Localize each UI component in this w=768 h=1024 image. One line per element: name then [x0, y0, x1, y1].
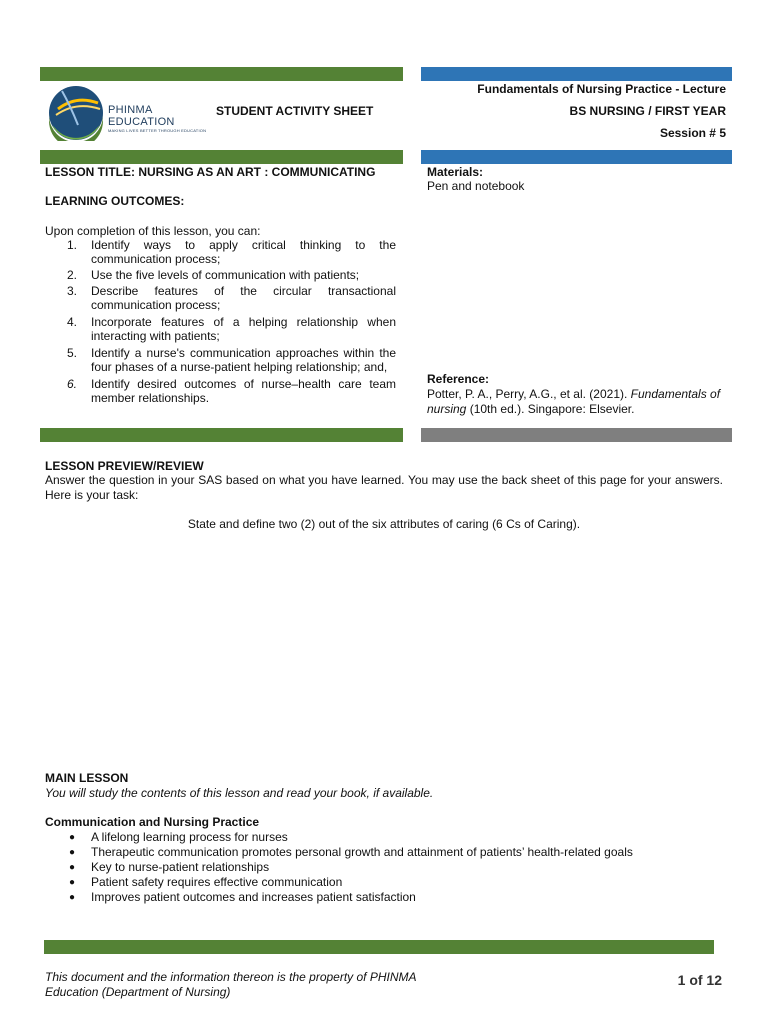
brand-tagline: MAKING LIVES BETTER THROUGH EDUCATION: [108, 128, 207, 133]
main-lesson-heading: MAIN LESSON: [45, 771, 129, 785]
mid-right-blue-bar: [421, 150, 732, 164]
lower-left-green-bar: [40, 428, 403, 442]
bullet-text: Therapeutic communication promotes personal growth and attainment of patients’ health-related goals: [91, 845, 633, 859]
outcomes-list: [45, 238, 396, 407]
sheet-title: STUDENT ACTIVITY SHEET: [216, 104, 374, 118]
mid-left-green-bar: [40, 150, 403, 164]
preview-task: State and define two (2) out of the six attributes of caring (6 Cs of Caring).: [187, 517, 581, 531]
bullet-dot-icon: ●: [69, 832, 76, 843]
bullet-text: Key to nurse-patient relationships: [91, 860, 270, 874]
outcome-text: Incorporate features of a helping relationship when interacting with patients;: [91, 315, 396, 343]
reference-heading: Reference:: [427, 372, 490, 386]
outcome-number: 6.: [67, 377, 78, 391]
main-lesson-subheading: Communication and Nursing Practice: [45, 815, 260, 829]
reference-authors: Potter, P. A., Perry, A.G., et al. (2021).: [427, 387, 628, 401]
outcome-item: [45, 268, 396, 282]
outcome-text: Use the five levels of communication with patients;: [91, 268, 360, 282]
bullet-text: Improves patient outcomes and increases patient satisfaction: [91, 890, 416, 904]
bullet-text: Patient safety requires effective communication: [91, 875, 343, 889]
brand-name: PHINMA EDUCATION: [108, 104, 175, 128]
lower-right-gray-bar: [421, 428, 732, 442]
lesson-title: LESSON TITLE: NURSING AS AN ART : COMMUNICATING: [45, 165, 376, 179]
footer-green-bar: [44, 940, 714, 954]
brand-block: [108, 104, 208, 133]
main-lesson-bullets: [45, 830, 725, 905]
reference-text: [427, 387, 725, 417]
bullet-item: [45, 890, 725, 905]
preview-instructions: Answer the question in your SAS based on what you have learned. You may use the back sheet of this page for your answers. Here is your task:: [45, 473, 723, 502]
program-year: BS NURSING / FIRST YEAR: [569, 104, 726, 118]
outcome-item: [45, 238, 396, 266]
materials-heading: Materials:: [427, 165, 484, 179]
course-title: Fundamentals of Nursing Practice - Lecture: [477, 82, 726, 96]
learning-outcomes-heading: LEARNING OUTCOMES:: [45, 194, 185, 208]
phinma-logo-mark: [48, 85, 104, 141]
outcome-text: Identify ways to apply critical thinking to the communication process;: [91, 238, 396, 266]
top-left-green-bar: [40, 67, 403, 81]
outcome-number: 2.: [67, 268, 78, 282]
outcome-item: [45, 284, 396, 312]
outcome-number: 5.: [67, 346, 78, 360]
bullet-item: [45, 860, 725, 875]
bullet-item: [45, 875, 725, 890]
bullet-dot-icon: ●: [69, 847, 76, 858]
outcome-number: 1.: [67, 238, 78, 252]
outcome-item: [45, 315, 396, 343]
preview-heading: LESSON PREVIEW/REVIEW: [45, 459, 204, 473]
outcomes-intro: Upon completion of this lesson, you can:: [45, 224, 261, 238]
outcome-text: Identify desired outcomes of nurse–health care team member relationships.: [91, 377, 396, 405]
materials-text: Pen and notebook: [427, 179, 525, 193]
outcome-number: 4.: [67, 315, 78, 329]
footer-disclaimer: This document and the information thereon is the property of PHINMA Education (Department of Nursing): [45, 970, 417, 999]
main-lesson-note: You will study the contents of this lesson and read your book, if available.: [45, 786, 434, 800]
outcome-item: [45, 377, 396, 405]
outcome-number: 3.: [67, 284, 78, 298]
reference-book-title: Fundamentals of nursing: [427, 387, 721, 416]
session-number: Session # 5: [659, 126, 726, 140]
bullet-text: A lifelong learning process for nurses: [91, 830, 288, 844]
bullet-dot-icon: ●: [69, 877, 76, 888]
bullet-dot-icon: ●: [69, 862, 76, 873]
bullet-dot-icon: ●: [69, 892, 76, 903]
outcome-text: Describe features of the circular transactional communication process;: [91, 284, 396, 312]
top-right-blue-bar: [421, 67, 732, 81]
outcome-item: [45, 346, 396, 374]
bullet-item: [45, 845, 725, 860]
bullet-item: [45, 830, 725, 845]
page-number: 1 of 12: [677, 972, 722, 988]
reference-edition: (10th ed.). Singapore: Elsevier.: [469, 402, 635, 416]
phinma-logo: [48, 85, 104, 141]
outcome-text: Identify a nurse's communication approaches within the four phases of a nurse-patient helping relationship; and,: [91, 346, 396, 374]
